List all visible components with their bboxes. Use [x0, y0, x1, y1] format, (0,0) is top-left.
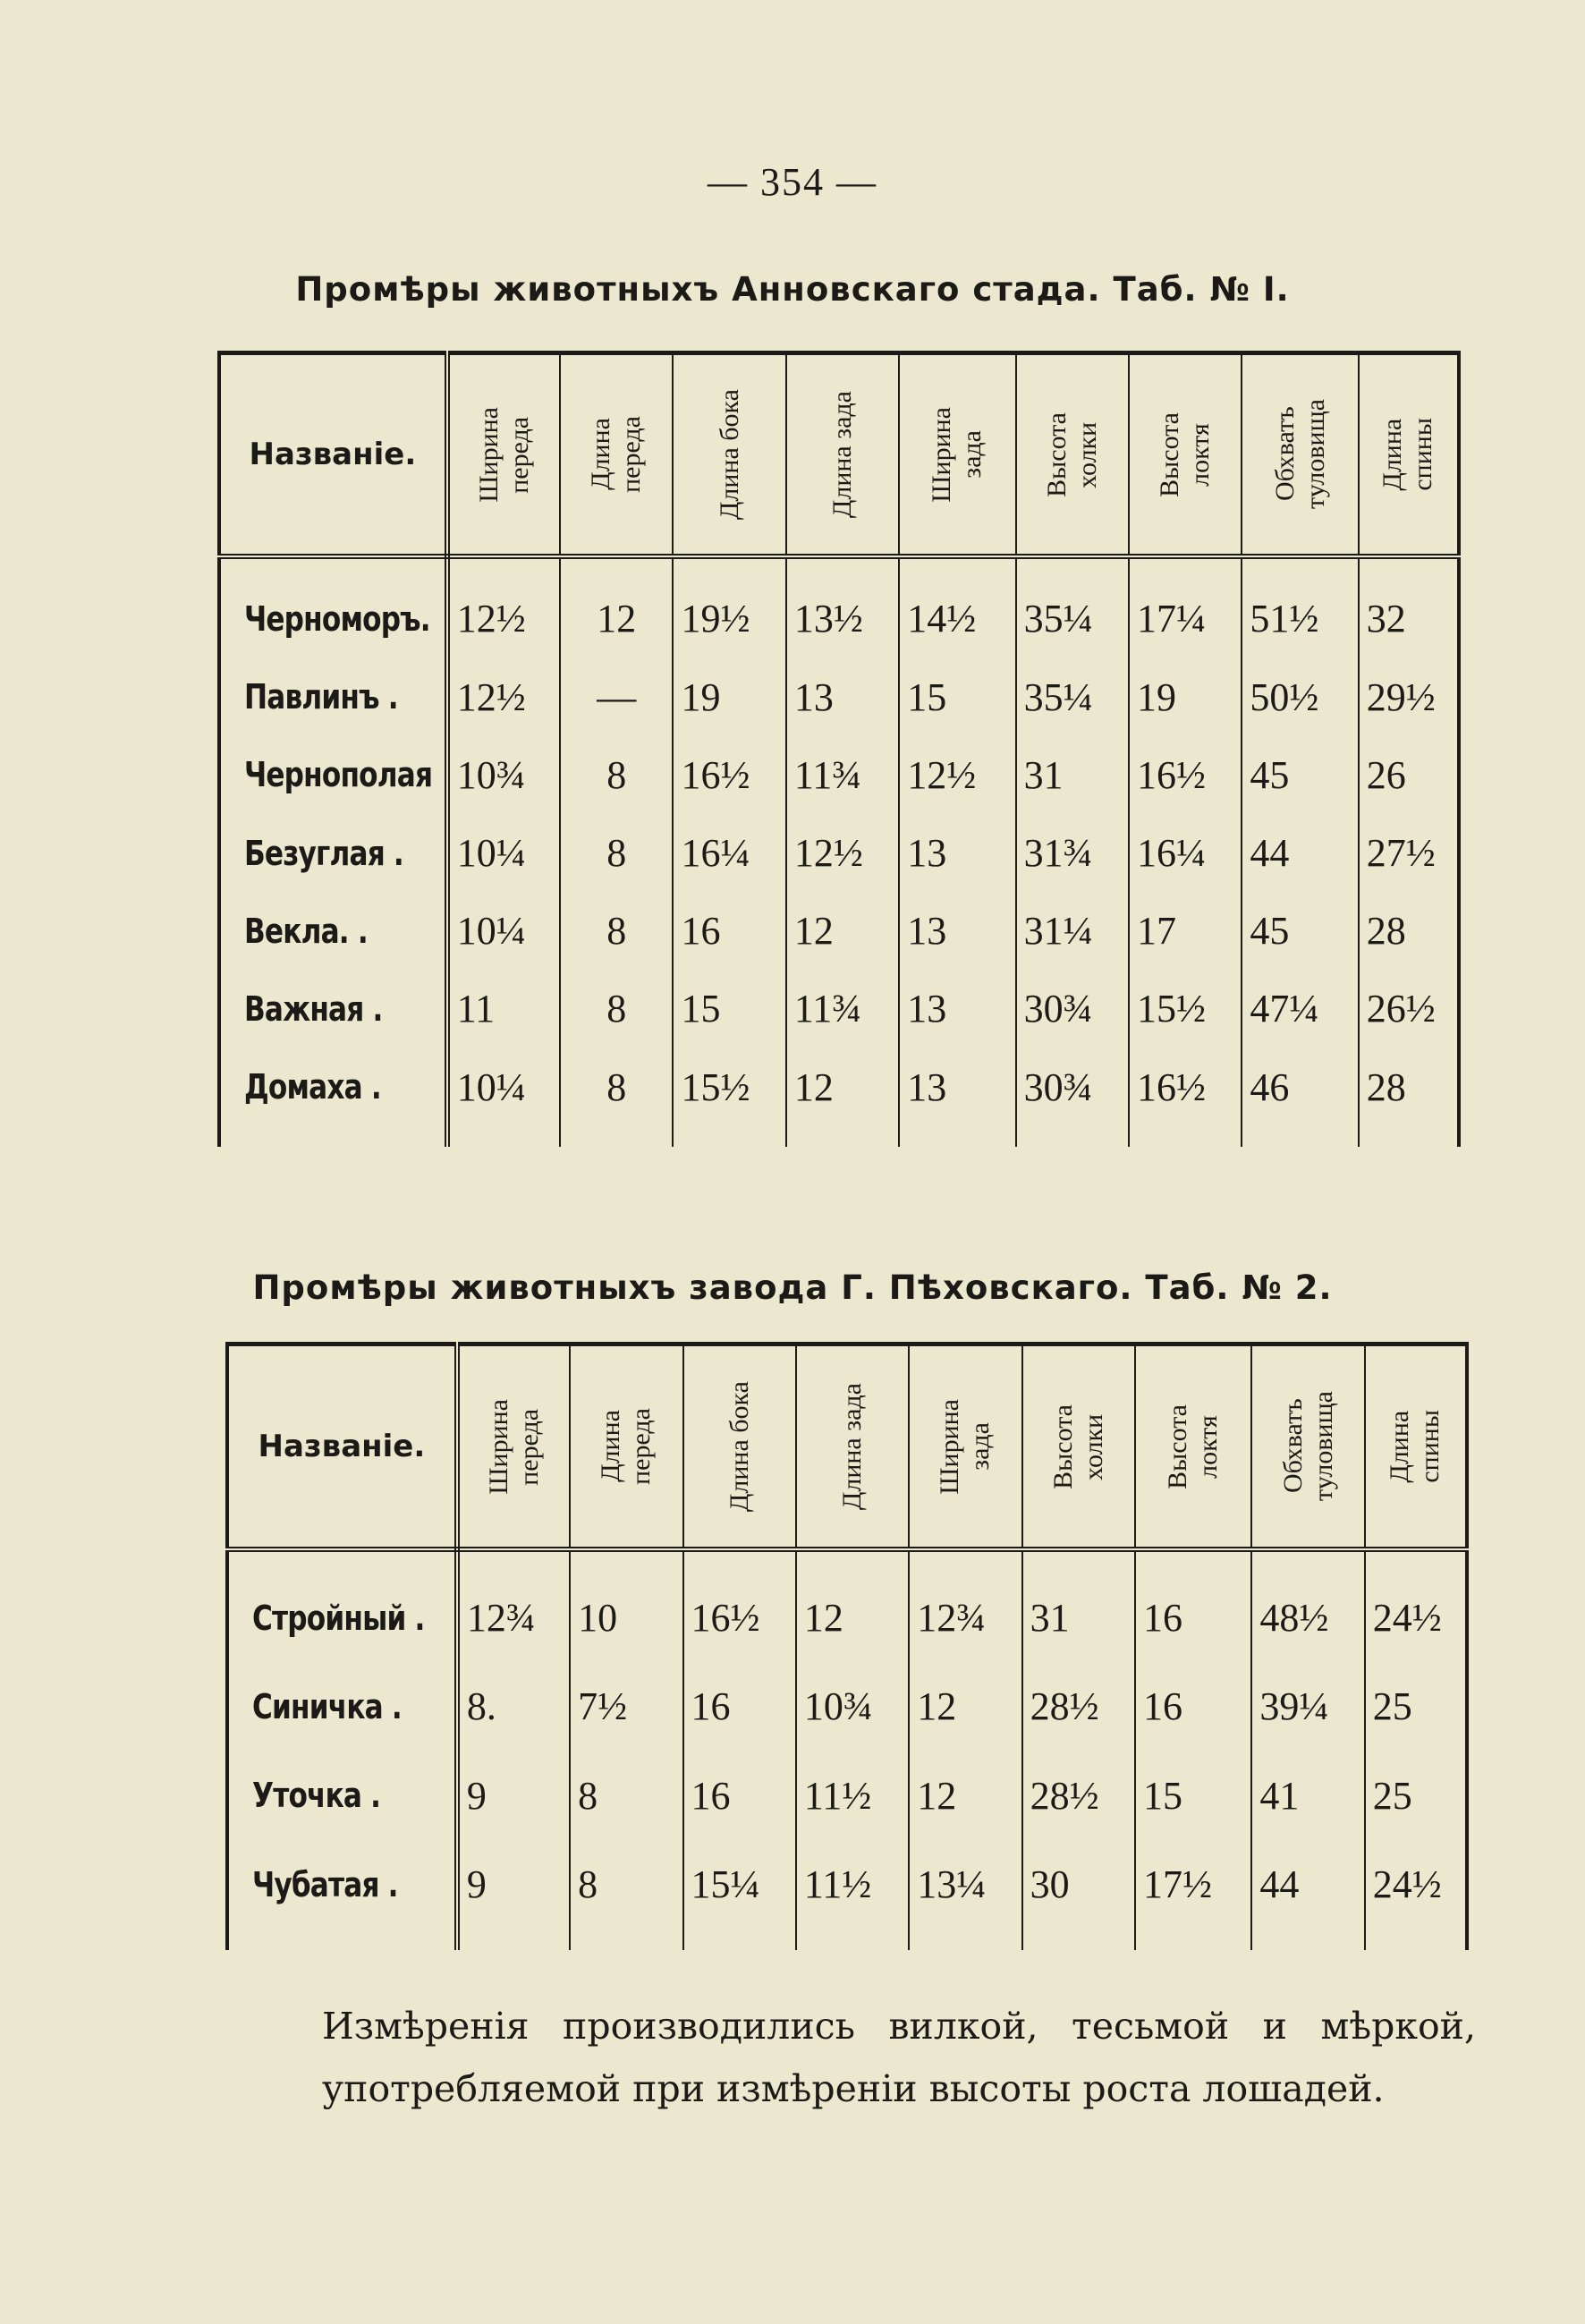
measurement-cell: 24½ — [1365, 1573, 1467, 1662]
measurement-cell: 35¼ — [1016, 580, 1129, 657]
measurement-cell: 31¼ — [1016, 892, 1129, 970]
spacer-cell — [909, 1929, 1021, 1950]
measurement-cell: 15 — [899, 657, 1015, 735]
measurement-cell: 12 — [786, 1048, 899, 1126]
table2-header-0: Названіе. — [227, 1344, 457, 1550]
measurement-cell: 25 — [1365, 1662, 1467, 1751]
measurement-cell: 15 — [673, 970, 785, 1047]
spacer-cell — [447, 1126, 560, 1147]
table-row — [219, 736, 1459, 814]
table-row — [219, 814, 1459, 892]
table2-measurements — [225, 1342, 1469, 1950]
spacer-cell — [786, 1126, 899, 1147]
table2-header-9 — [1365, 1344, 1467, 1550]
measurement-cell: 12 — [796, 1573, 909, 1662]
measurement-cell: 35¼ — [1016, 657, 1129, 735]
spacer-cell — [786, 556, 899, 580]
spacer-cell — [1359, 556, 1459, 580]
table2-header-label: Длина бока — [724, 1380, 754, 1513]
measurement-cell: 12½ — [447, 657, 560, 735]
spacer-cell — [1242, 556, 1358, 580]
animal-name: Павлинъ . — [244, 677, 398, 717]
table-row — [219, 892, 1459, 970]
table2-header-5 — [909, 1344, 1021, 1550]
measurement-cell: 13 — [899, 1048, 1015, 1126]
table2-header-row — [227, 1344, 1467, 1550]
measurement-cell: 13½ — [786, 580, 899, 657]
animal-name: Безуглая . — [244, 833, 403, 873]
measurement-cell: 8 — [560, 1048, 673, 1126]
table-row — [219, 1048, 1459, 1126]
measurement-cell: 10¼ — [447, 814, 560, 892]
spacer-cell — [457, 1929, 570, 1950]
table2-header-label: Длина зада — [837, 1382, 868, 1511]
spacer-cell — [1016, 556, 1129, 580]
measurement-cell: 12½ — [786, 814, 899, 892]
measurement-cell: 48½ — [1251, 1573, 1364, 1662]
measurement-cell: 10¼ — [447, 1048, 560, 1126]
measurement-cell: 15 — [1135, 1751, 1251, 1840]
animal-name: Стройный . — [252, 1598, 425, 1638]
measurement-cell: 31 — [1022, 1573, 1135, 1662]
measurement-cell: 16 — [683, 1662, 796, 1751]
spacer-cell — [1129, 556, 1242, 580]
table1-header-7 — [1129, 353, 1242, 557]
spacer-cell — [1016, 1126, 1129, 1147]
table-row — [219, 970, 1459, 1047]
measurement-cell: — — [560, 657, 673, 735]
animal-name-cell — [227, 1840, 457, 1929]
table1-header-label: Длина зада — [827, 390, 858, 519]
table2-header-label: Обхватъ туловища — [1277, 1391, 1338, 1502]
table1-header-label: Ширина переда — [473, 406, 534, 503]
measurement-cell: 12 — [786, 892, 899, 970]
measurement-cell: 10¼ — [447, 892, 560, 970]
measurement-cell: 45 — [1242, 892, 1358, 970]
spacer-cell — [673, 556, 785, 580]
measurement-cell: 45 — [1242, 736, 1358, 814]
measurement-cell: 19 — [673, 657, 785, 735]
table1-header-1 — [447, 353, 560, 557]
table-row — [227, 1751, 1467, 1840]
measurement-cell: 8 — [570, 1751, 682, 1840]
spacer-cell — [219, 556, 447, 580]
spacer-cell — [1135, 1929, 1251, 1950]
spacer-cell — [560, 556, 673, 580]
measurement-cell: 13 — [899, 814, 1015, 892]
measurement-cell: 11 — [447, 970, 560, 1047]
measurement-cell: 19 — [1129, 657, 1242, 735]
measurement-cell: 12 — [909, 1751, 1021, 1840]
animal-name: Черноморъ. — [244, 598, 430, 639]
table2-title: Промѣры животныхъ завода Г. Пѣховскаго. Таб. № 2. — [252, 1268, 1333, 1307]
measurement-cell: 12½ — [447, 580, 560, 657]
footer-paragraph: Измѣренія производились вилкой, тесьмой и мѣркой, употребляемой при измѣреніи высоты роста лошадей. — [322, 2005, 1476, 2110]
animal-name: Чернополая — [244, 755, 433, 795]
measurement-cell: 16½ — [1129, 736, 1242, 814]
animal-name-cell — [219, 1048, 447, 1126]
measurement-cell: 26½ — [1359, 970, 1459, 1047]
table-row — [227, 1662, 1467, 1751]
table2-header-6 — [1022, 1344, 1135, 1550]
table2-header-2 — [570, 1344, 682, 1550]
animal-name-cell — [219, 814, 447, 892]
spacer-cell — [683, 1549, 796, 1573]
animal-name: Домаха . — [244, 1067, 381, 1107]
measurement-cell: 13¼ — [909, 1840, 1021, 1929]
table2-header-label: Ширина зада — [935, 1398, 996, 1495]
measurement-cell: 16½ — [683, 1573, 796, 1662]
spacer-cell — [1242, 1126, 1358, 1147]
spacer-cell — [1022, 1549, 1135, 1573]
table1-header-label: Высота локтя — [1155, 411, 1216, 497]
measurement-cell: 11½ — [796, 1751, 909, 1840]
measurement-cell: 47¼ — [1242, 970, 1358, 1047]
spacer-cell — [673, 1126, 785, 1147]
measurement-cell: 13 — [899, 892, 1015, 970]
table1-header-row — [219, 353, 1459, 557]
measurement-cell: 12¾ — [457, 1573, 570, 1662]
spacer-cell — [570, 1929, 682, 1950]
spacer-cell — [1251, 1549, 1364, 1573]
table2-header-7 — [1135, 1344, 1251, 1550]
animal-name-cell — [219, 892, 447, 970]
measurement-cell: 16 — [673, 892, 785, 970]
spacer-cell — [570, 1549, 682, 1573]
measurement-cell: 16½ — [673, 736, 785, 814]
spacer-row — [227, 1929, 1467, 1950]
measurement-cell: 12¾ — [909, 1573, 1021, 1662]
animal-name: Уточка . — [252, 1776, 381, 1816]
spacer-cell — [1365, 1929, 1467, 1950]
table1-header-4 — [786, 353, 899, 557]
table-row — [227, 1840, 1467, 1929]
measurement-cell: 10¾ — [796, 1662, 909, 1751]
measurement-cell: 8 — [560, 970, 673, 1047]
spacer-cell — [1365, 1549, 1467, 1573]
measurement-cell: 28 — [1359, 892, 1459, 970]
spacer-cell — [1129, 1126, 1242, 1147]
spacer-cell — [909, 1549, 1021, 1573]
table2-header-label: Высота локтя — [1163, 1404, 1224, 1489]
table1-header-8 — [1242, 353, 1358, 557]
measurement-cell: 17 — [1129, 892, 1242, 970]
measurement-cell: 19½ — [673, 580, 785, 657]
measurement-cell: 46 — [1242, 1048, 1358, 1126]
table1-header-3 — [673, 353, 785, 557]
spacer-cell — [219, 1126, 447, 1147]
measurement-cell: 31¾ — [1016, 814, 1129, 892]
measurement-cell: 44 — [1251, 1840, 1364, 1929]
measurement-cell: 8. — [457, 1662, 570, 1751]
measurement-cell: 15½ — [1129, 970, 1242, 1047]
measurement-cell: 11¾ — [786, 970, 899, 1047]
spacer-cell — [683, 1929, 796, 1950]
measurement-cell: 11¾ — [786, 736, 899, 814]
table2-header-label: Высота холки — [1047, 1404, 1108, 1489]
measurement-cell: 26 — [1359, 736, 1459, 814]
table2-header-4 — [796, 1344, 909, 1550]
measurement-cell: 25 — [1365, 1751, 1467, 1840]
spacer-cell — [1359, 1126, 1459, 1147]
measurement-cell: 8 — [560, 814, 673, 892]
spacer-row — [227, 1549, 1467, 1573]
table-row — [227, 1573, 1467, 1662]
measurement-cell: 7½ — [570, 1662, 682, 1751]
table2-header-label: Длина спины — [1385, 1410, 1445, 1483]
animal-name-cell — [219, 580, 447, 657]
table-row — [219, 657, 1459, 735]
table1-header-label: Длина бока — [714, 388, 744, 521]
table2-header-1 — [457, 1344, 570, 1550]
spacer-cell — [227, 1929, 457, 1950]
table1-header-label: Высота холки — [1041, 411, 1102, 497]
animal-name-cell — [227, 1573, 457, 1662]
animal-name: Векла. . — [244, 911, 368, 951]
spacer-cell — [457, 1549, 570, 1573]
table1-header-0: Названіе. — [219, 353, 447, 557]
spacer-row — [219, 1126, 1459, 1147]
measurement-cell: 12 — [909, 1662, 1021, 1751]
measurement-cell: 13 — [899, 970, 1015, 1047]
table1-header-label: Длина спины — [1377, 418, 1438, 491]
measurement-cell: 17½ — [1135, 1840, 1251, 1929]
animal-name-cell — [219, 657, 447, 735]
measurement-cell: 8 — [570, 1840, 682, 1929]
measurement-cell: 16 — [1135, 1573, 1251, 1662]
table1-title: Промѣры животныхъ Анновскаго стада. Таб. № I. — [295, 270, 1290, 309]
table1-header-5 — [899, 353, 1015, 557]
measurement-cell: 41 — [1251, 1751, 1364, 1840]
spacer-cell — [1022, 1929, 1135, 1950]
table2-body — [227, 1549, 1467, 1950]
measurement-cell: 10 — [570, 1573, 682, 1662]
spacer-cell — [1135, 1549, 1251, 1573]
spacer-cell — [1251, 1929, 1364, 1950]
measurement-cell: 9 — [457, 1840, 570, 1929]
measurement-cell: 8 — [560, 736, 673, 814]
page-number: — 354 — — [708, 160, 877, 204]
table1-header-label: Длина переда — [586, 416, 647, 493]
measurement-cell: 32 — [1359, 580, 1459, 657]
measurement-cell: 29½ — [1359, 657, 1459, 735]
measurement-cell: 16¼ — [673, 814, 785, 892]
measurement-cell: 15¼ — [683, 1840, 796, 1929]
measurement-cell: 44 — [1242, 814, 1358, 892]
measurement-cell: 17¼ — [1129, 580, 1242, 657]
measurement-cell: 28½ — [1022, 1662, 1135, 1751]
measurement-cell: 16¼ — [1129, 814, 1242, 892]
measurement-cell: 11½ — [796, 1840, 909, 1929]
measurement-cell: 10¾ — [447, 736, 560, 814]
table2-header-label: Длина переда — [596, 1408, 657, 1485]
measurement-cell: 14½ — [899, 580, 1015, 657]
table1-body — [219, 556, 1459, 1147]
spacer-row — [219, 556, 1459, 580]
table1-header-label: Обхватъ туловища — [1269, 399, 1330, 510]
measurement-cell: 30¾ — [1016, 1048, 1129, 1126]
measurement-cell: 15½ — [673, 1048, 785, 1126]
animal-name-cell — [219, 970, 447, 1047]
animal-name: Синичка . — [252, 1686, 402, 1726]
measurement-cell: 51½ — [1242, 580, 1358, 657]
table2-header-8 — [1251, 1344, 1364, 1550]
table2-header-label: Ширина переда — [483, 1398, 544, 1495]
measurement-cell: 31 — [1016, 736, 1129, 814]
animal-name: Чубатая . — [252, 1864, 398, 1904]
animal-name-cell — [219, 736, 447, 814]
table2-header-3 — [683, 1344, 796, 1550]
spacer-cell — [796, 1549, 909, 1573]
measurement-cell: 30¾ — [1016, 970, 1129, 1047]
measurement-cell: 27½ — [1359, 814, 1459, 892]
spacer-cell — [560, 1126, 673, 1147]
table1-header-9 — [1359, 353, 1459, 557]
measurement-cell: 9 — [457, 1751, 570, 1840]
measurement-cell: 28½ — [1022, 1751, 1135, 1840]
measurement-cell: 8 — [560, 892, 673, 970]
animal-name: Важная . — [244, 988, 383, 1029]
measurement-cell: 24½ — [1365, 1840, 1467, 1929]
measurement-cell: 28 — [1359, 1048, 1459, 1126]
animal-name-cell — [227, 1662, 457, 1751]
spacer-cell — [899, 556, 1015, 580]
table1-header-2 — [560, 353, 673, 557]
animal-name-cell — [227, 1751, 457, 1840]
measurement-cell: 39¼ — [1251, 1662, 1364, 1751]
measurement-cell: 13 — [786, 657, 899, 735]
spacer-cell — [899, 1126, 1015, 1147]
spacer-cell — [227, 1549, 457, 1573]
table1-header-label: Ширина зада — [927, 406, 987, 503]
measurement-cell: 12 — [560, 580, 673, 657]
table-row — [219, 580, 1459, 657]
table1-measurements — [217, 351, 1461, 1147]
measurement-cell: 12½ — [899, 736, 1015, 814]
spacer-cell — [796, 1929, 909, 1950]
measurement-cell: 16 — [683, 1751, 796, 1840]
table1-header-6 — [1016, 353, 1129, 557]
spacer-cell — [447, 556, 560, 580]
measurement-cell: 16 — [1135, 1662, 1251, 1751]
measurement-cell: 30 — [1022, 1840, 1135, 1929]
measurement-cell: 50½ — [1242, 657, 1358, 735]
measurement-cell: 16½ — [1129, 1048, 1242, 1126]
